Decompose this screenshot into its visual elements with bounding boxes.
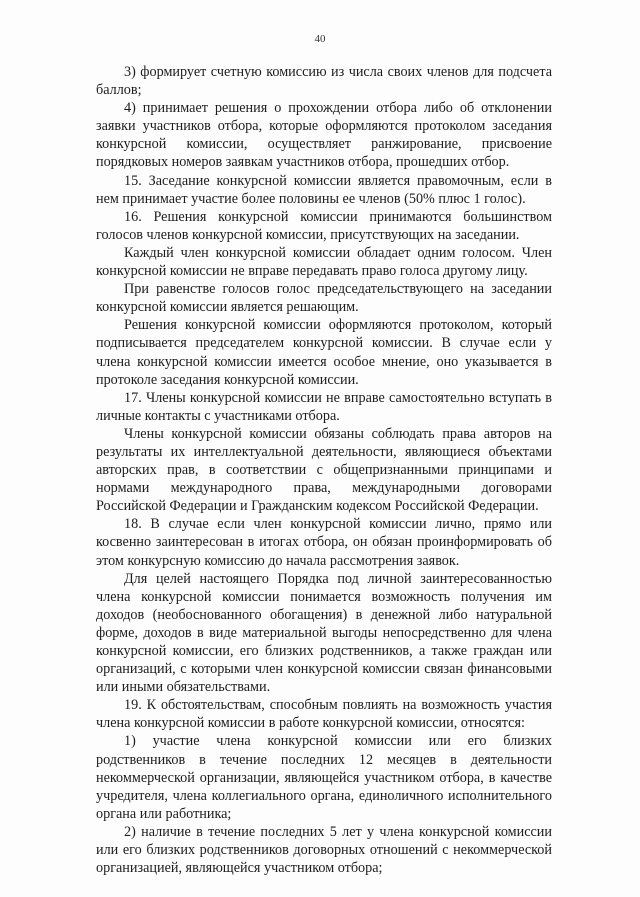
page-number: 40 (314, 33, 326, 45)
paragraph-personal-interest: Для целей настоящего Порядка под личной заинтересованностью члена конкурсной комиссии понимается возможность получения им доходов (необоснованного обогащения) в денежной либо натуральной форме, доходов в виде материальной выгоды непосредственно для члена конкурсной комиссии, его близких родственников, а также граждан или организаций, с которыми член конкурсной комиссии связан финансовыми или иными обязательствами. (96, 570, 552, 696)
paragraph-clause-19: 19. К обстоятельствам, способным повлиять на возможность участия члена конкурсной комиссии в работе конкурсной комиссии, относятся: (96, 697, 552, 732)
paragraph-clause-15: 15. Заседание конкурсной комиссии является правомочным, если в нем принимает участие более половины ее членов (50% плюс 1 голос). (96, 172, 552, 207)
paragraph-tie-vote: При равенстве голосов голос председательствующего на заседании конкурсной комиссии является решающим. (96, 281, 552, 316)
paragraph-item-3: 3) формирует счетную комиссию из числа своих членов для подсчета баллов; (96, 64, 552, 99)
paragraph-item-19-2: 2) наличие в течение последних 5 лет у члена конкурсной комиссии или его близких родственников договорных отношений с некоммерческой организацией, являющейся участником отбора; (96, 823, 552, 877)
paragraph-protocol: Решения конкурсной комиссии оформляются протоколом, который подписывается председателем конкурсной комиссии. В случае если у члена конкурсной комиссии имеется особое мнение, оно указывается в протоколе заседания конкурсной комиссии. (96, 317, 552, 388)
paragraph-clause-18: 18. В случае если член конкурсной комиссии лично, прямо или косвенно заинтересован в итогах отбора, он обязан проинформировать об этом конкурсную комиссию до начала рассмотрения заявок. (96, 516, 552, 569)
paragraph-one-vote: Каждый член конкурсной комиссии обладает одним голосом. Член конкурсной комиссии не вправе передавать право голоса другому лицу. (96, 244, 552, 280)
paragraph-author-rights: Члены конкурсной комиссии обязаны соблюдать права авторов на результаты их интеллектуальной деятельности, являющиеся объектами авторских прав, в соответствии с общепризнанными принципами и нормами международного права, международными договорами Российской Федерации и Гражданским кодексом Российской Федерации. (96, 425, 552, 515)
paragraph-item-19-1: 1) участие члена конкурсной комиссии или его близких родственников в течение последних 12 месяцев в деятельности некоммерческой организации, являющейся участником отбора, в качестве учредителя, члена коллегиального органа, единоличного исполнительного органа или работника; (96, 733, 552, 822)
paragraph-clause-16: 16. Решения конкурсной комиссии принимаются большинством голосов членов конкурсной комиссии, присутствующих на заседании. (96, 208, 552, 243)
document-body (96, 63, 552, 877)
paragraph-clause-17: 17. Члены конкурсной комиссии не вправе самостоятельно вступать в личные контакты с участниками отбора. (96, 389, 552, 424)
paragraph-item-4: 4) принимает решения о прохождении отбора либо об отклонении заявки участников отбора, которые оформляются протоколом заседания конкурсной комиссии, осуществляет ранжирование, присвоение порядковых номеров заявкам участников отбора, прошедших отбор. (96, 100, 552, 171)
